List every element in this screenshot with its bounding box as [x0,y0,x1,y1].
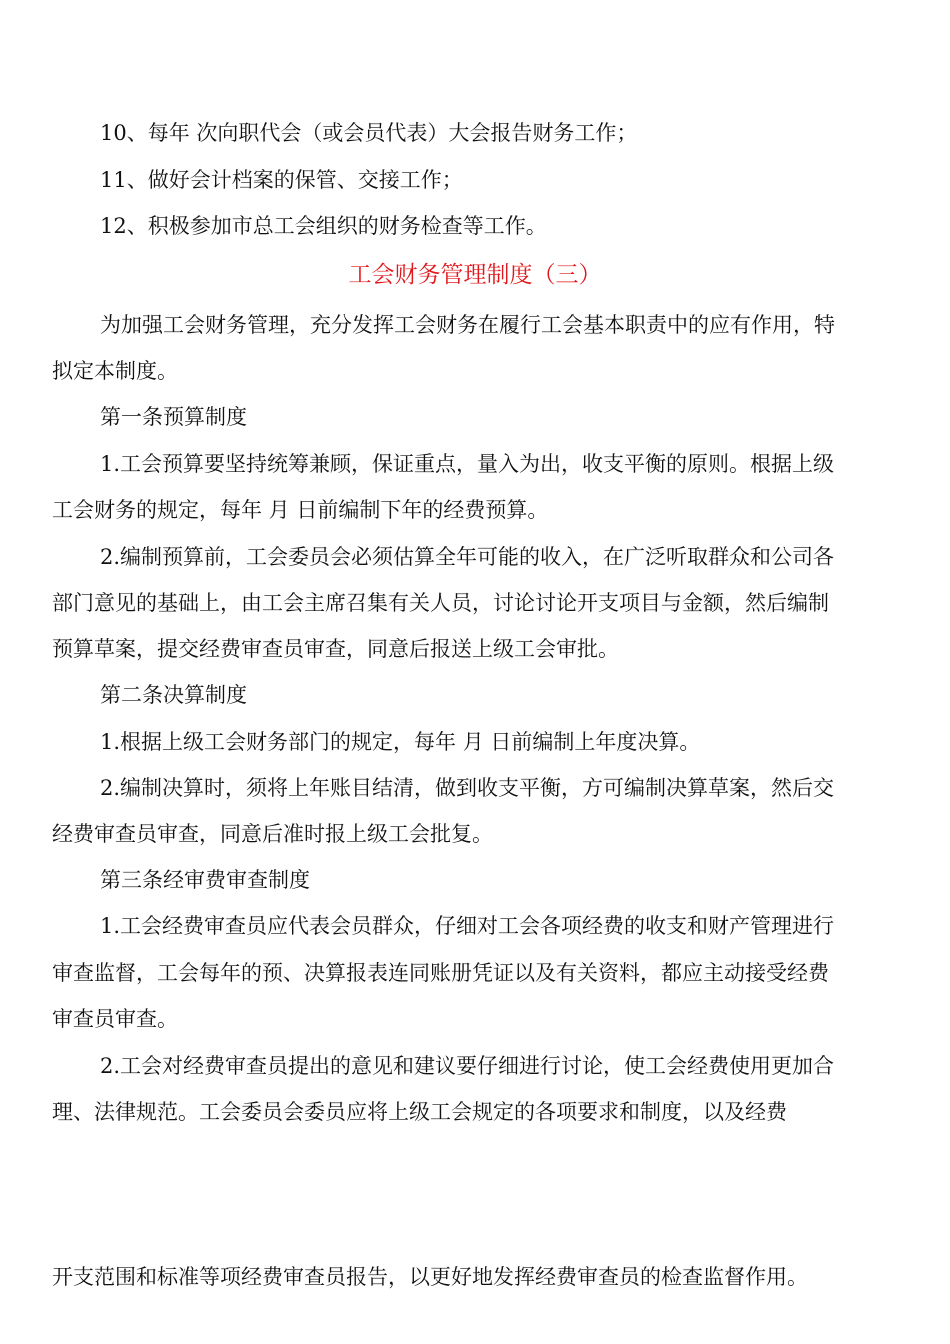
article1-heading: 第一条预算制度 [100,405,247,429]
article3-p2-line-2: 理、法律规范。工会委员会委员应将上级工会规定的各项要求和制度，以及经费 [52,1100,787,1124]
article3-p2-line-3: 开支范围和标准等项经费审查员报告，以更好地发挥经费审查员的检查监督作用。 [52,1265,808,1289]
article2-p2-line-1: 2.编制决算时，须将上年账目结清，做到收支平衡，方可编制决算草案，然后交 [100,776,835,800]
article3-heading: 第三条经审费审查制度 [100,868,310,892]
article1-p1-line-1: 1.工会预算要坚持统筹兼顾，保证重点，量入为出，收支平衡的原则。根据上级 [100,452,835,476]
list-item-11: 11、做好会计档案的保管、交接工作； [100,168,463,192]
article2-heading: 第二条决算制度 [100,683,247,707]
list-item-10: 10、每年 次向职代会（或会员代表）大会报告财务工作； [100,121,638,145]
section-title: 工会财务管理制度（三） [348,262,602,288]
article3-p1-line-2: 审查监督，工会每年的预、决算报表连同账册凭证以及有关资料，都应主动接受经费 [52,961,829,985]
article2-p2-line-2: 经费审查员审查，同意后准时报上级工会批复。 [52,822,493,846]
article3-p2-line-1: 2.工会对经费审查员提出的意见和建议要仔细进行讨论，使工会经费使用更加合 [100,1054,835,1078]
article3-p1-line-1: 1.工会经费审查员应代表会员群众，仔细对工会各项经费的收支和财产管理进行 [100,914,835,938]
article1-p2-line-2: 部门意见的基础上，由工会主席召集有关人员，讨论讨论开支项目与金额，然后编制 [52,591,829,615]
article1-p1-line-2: 工会财务的规定，每年 月 日前编制下年的经费预算。 [52,498,549,522]
article1-p2-line-3: 预算草案，提交经费审查员审查，同意后报送上级工会审批。 [52,637,619,661]
list-item-12: 12、积极参加市总工会组织的财务检查等工作。 [100,214,547,238]
article2-p1-line-1: 1.根据上级工会财务部门的规定，每年 月 日前编制上年度决算。 [100,730,701,754]
article3-p1-line-3: 审查员审查。 [52,1007,178,1031]
intro-line-2: 拟定本制度。 [52,359,178,383]
article1-p2-line-1: 2.编制预算前，工会委员会必须估算全年可能的收入，在广泛听取群众和公司各 [100,545,835,569]
intro-line-1: 为加强工会财务管理，充分发挥工会财务在履行工会基本职责中的应有作用，特 [100,313,835,337]
